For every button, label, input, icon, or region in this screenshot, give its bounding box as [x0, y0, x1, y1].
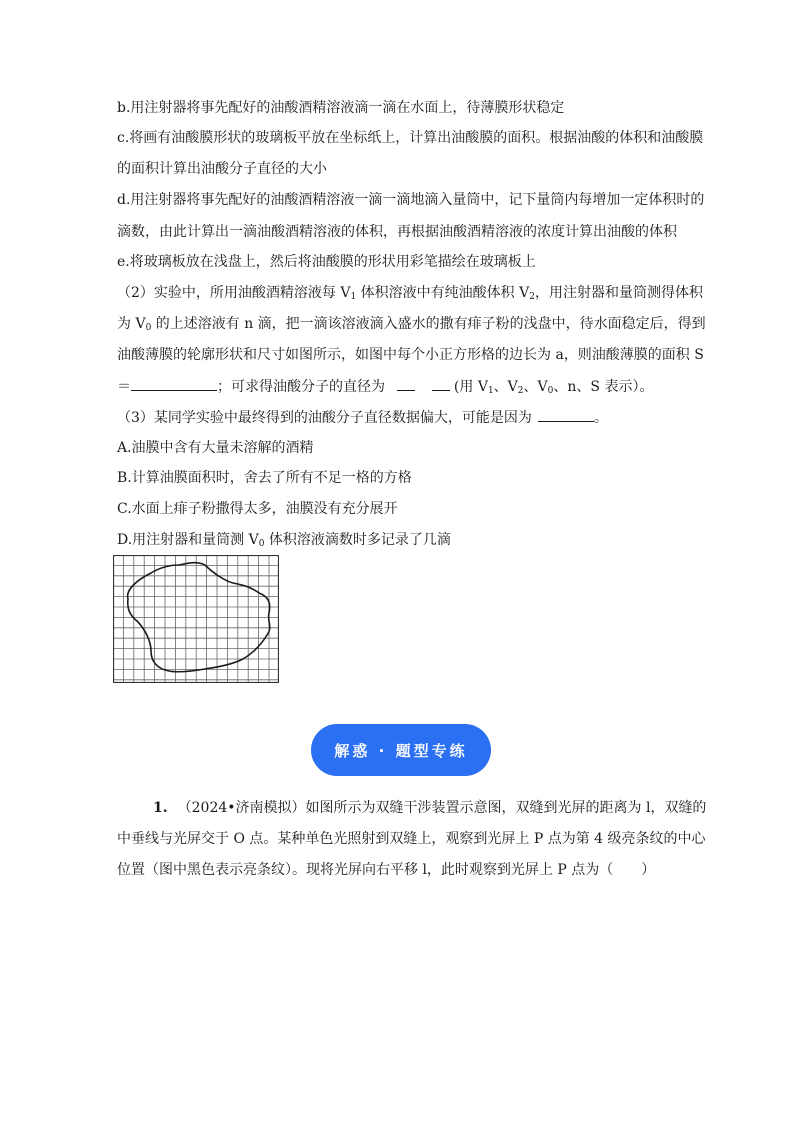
- problem1-number: 1.: [153, 800, 168, 816]
- diameter-blank-left[interactable]: [397, 376, 415, 391]
- step-b: b.用注射器将事先配好的油酸酒精溶液滴一滴在水面上，待薄膜形状稳定: [117, 100, 565, 116]
- step-e: e.将玻璃板放在浅盘上，然后将油酸膜的形状用彩笔描绘在玻璃板上: [117, 254, 536, 270]
- section-banner: 解惑 · 题型专练: [311, 724, 491, 776]
- reason-blank[interactable]: [538, 407, 594, 422]
- q2-line4: ＝ ；可求得油酸分子的直径为 (用 $V_1$、$V_2$、$V_0$、n、S 表示）。: [117, 376, 653, 397]
- area-blank[interactable]: [131, 376, 217, 391]
- q3-option-c: C.水面上痱子粉撒得太多，油膜没有充分展开: [117, 501, 398, 517]
- oil-film-grid-figure: [113, 555, 279, 683]
- q3-option-d: D.用注射器和量筒测 $V_0$ 体积溶液滴数时多记录了几滴: [117, 532, 451, 549]
- step-c-line2: 的面积计算出油酸分子直径的大小: [117, 161, 327, 177]
- q3-option-b: B.计算油膜面积时，舍去了所有不足一格的方格: [117, 470, 412, 486]
- q3-option-a: A.油膜中含有大量未溶解的酒精: [117, 440, 314, 456]
- step-d-line1: d.用注射器将事先配好的油酸酒精溶液一滴一滴地滴入量筒中，记下量筒内每增加一定体积时的: [117, 192, 705, 208]
- q2-line3: 油酸薄膜的轮廓形状和尺寸如图所示，如图中每个小正方形格的边长为 a，则油酸薄膜的面积 S: [117, 347, 704, 363]
- q2-line2: 为 $V_0$ 的上述溶液有 n 滴，把一滴该溶液滴入盛水的撒有痱子粉的浅盘中，待水面稳定后，得到: [117, 316, 706, 333]
- q2-line1: （2）实验中，所用油酸酒精溶液每 $V_1$ 体积溶液中有纯油酸体积 $V_2$，用注射器和量筒测得体积: [117, 285, 703, 302]
- q3-stem: （3）某同学实验中最终得到的油酸分子直径数据偏大，可能是因为 。: [117, 407, 608, 428]
- problem1-line3: 位置（图中黑色表示亮条纹）。现将光屏向右平移 l，此时观察到光屏上 P 点为（ ）: [117, 862, 656, 878]
- step-c-line1: c.将画有油酸膜形状的玻璃板平放在坐标纸上，计算出油酸膜的面积。根据油酸的体积和油酸膜: [117, 130, 704, 146]
- diameter-blank-right[interactable]: [432, 376, 450, 391]
- problem1-line2: 中垂线与光屏交于 O 点。某种单色光照射到双缝上，观察到光屏上 P 点为第 4 级亮条纹的中心: [117, 831, 706, 847]
- problem1-line1: 1. （2024•济南模拟）如图所示为双缝干涉装置示意图，双缝到光屏的距离为 l，双缝的: [153, 800, 707, 816]
- step-d-line2: 滴数，由此计算出一滴油酸酒精溶液的体积，再根据油酸酒精溶液的浓度计算出油酸的体积: [117, 224, 677, 240]
